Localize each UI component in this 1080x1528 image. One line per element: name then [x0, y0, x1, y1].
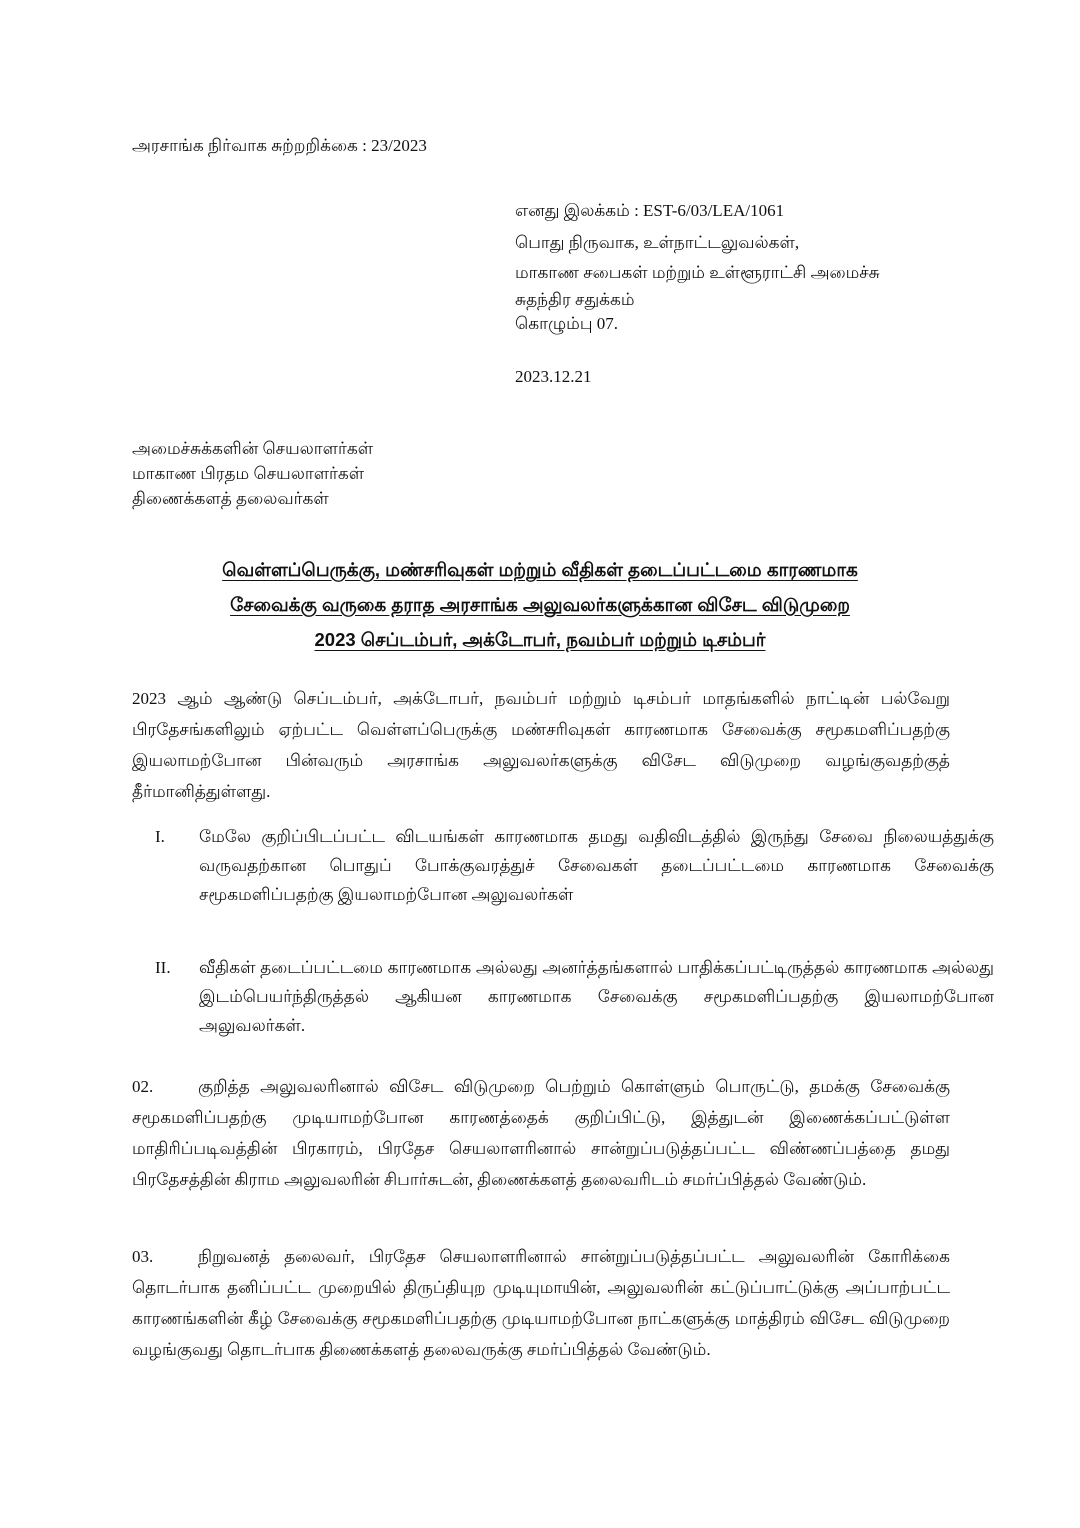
numbered-paragraph [132, 1071, 950, 1195]
list-item-number: II. [155, 958, 171, 977]
document-date: 2023.12.21 [515, 367, 592, 386]
list-item-text: வீதிகள் தடைப்பட்டமை காரணமாக அல்லது அனர்த்தங்களால் பாதிக்கப்பட்டிருத்தல் காரணமாக அல்லது இடம்பெயர்ந்திருத்தல் ஆகியன காரணமாக சேவைக்கு சமூகமளிப்பதற்கு இயலாமற்போன அலுவலர்கள். [199, 958, 994, 1035]
recipient-line: திணைக்களத் தலைவர்கள் [132, 489, 329, 508]
intro-paragraph: 2023 ஆம் ஆண்டு செப்டம்பர், அக்டோபர், நவம்பர் மற்றும் டிசம்பர் மாதங்களில் நாட்டின் பல்வேறு பிரதேசங்களிலும் ஏற்பட்ட வெள்ளப்பெருக்கு மண்சரிவுகள் காரணமாக சேவைக்கு சமூகமளிப்பதற்கு இயலாமற்போன பின்வரும் அரசாங்க அலுவலர்களுக்கு விசேட விடுமுறை வழங்குவதற்குத் தீர்மானித்துள்ளது. [132, 689, 951, 801]
sender-address-line: பொது நிருவாக, உள்நாட்டலுவல்கள், [515, 233, 800, 252]
paragraph-number: 02. [132, 1077, 154, 1096]
circular-number: அரசாங்க நிர்வாக சுற்றறிக்கை : 23/2023 [132, 136, 427, 155]
recipient-line: மாகாண பிரதம செயலாளர்கள் [132, 464, 365, 483]
sender-address-line: சுதந்திர சதுக்கம் [515, 290, 635, 309]
list-item [155, 822, 994, 909]
list-item-text: மேலே குறிப்பிடப்பட்ட விடயங்கள் காரணமாக தமது வதிவிடத்தில் இருந்து சேவை நிலையத்துக்கு வருவதற்கான பொதுப் போக்குவரத்துச் சேவைகள் தடைப்பட்டமை காரணமாக சேவைக்கு சமூகமளிப்பதற்கு இயலாமற்போன அலுவலர்கள் [199, 827, 994, 904]
title-line: சேவைக்கு வருகை தராத அரசாங்க அலுவலர்களுக்கான விசேட விடுமுறை [230, 594, 850, 615]
list-item [155, 953, 994, 1040]
title-line: 2023 செப்டம்பர், அக்டோபர், நவம்பர் மற்றும் டிசம்பர் [314, 629, 766, 650]
sender-address-line: மாகாண சபைகள் மற்றும் உள்ளூராட்சி அமைச்சு [515, 263, 880, 282]
eligibility-list [155, 0, 994, 1100]
title-line: வெள்ளப்பெருக்கு, மண்சரிவுகள் மற்றும் வீதிகள் தடைப்பட்டமை காரணமாக [222, 559, 858, 580]
paragraph-number: 03. [132, 1247, 154, 1266]
recipient-line: அமைச்சுக்களின் செயலாளர்கள் [132, 439, 374, 458]
paragraph-text: நிறுவனத் தலைவர், பிரதேச செயலாளரினால் சான்றுப்படுத்தப்பட்ட அலுவலரின் கோரிக்கை தொடர்பாக தனிப்பட்ட முறையில் திருப்தியுற முடியுமாயின், அலுவலரின் கட்டுப்பாட்டுக்கு அப்பாற்பட்ட காரணங்களின் கீழ் சேவைக்கு சமூகமளிப்பதற்கு முடியாமற்போன நாட்களுக்கு மாத்திரம் விசேட விடுமுறை வழங்குவது தொடர்பாக திணைக்களத் தலைவருக்கு சமர்ப்பித்தல் வேண்டும். [132, 1247, 950, 1359]
sender-address-line: கொழும்பு 07. [515, 314, 618, 333]
list-item-number: I. [155, 827, 165, 846]
reference-number: எனது இலக்கம் : EST-6/03/LEA/1061 [515, 201, 785, 220]
paragraph-text: குறித்த அலுவலரினால் விசேட விடுமுறை பெற்றும் கொள்ளும் பொருட்டு, தமக்கு சேவைக்கு சமூகமளிப்பதற்கு முடியாமற்போன காரணத்தைக் குறிப்பிட்டு, இத்துடன் இணைக்கப்பட்டுள்ள மாதிரிப்படிவத்தின் பிரகாரம், பிரதேச செயலாளரினால் சான்றுப்படுத்தப்பட்ட விண்ணப்பத்தை தமது பிரதேசத்தின் கிராம அலுவலரின் சிபார்சுடன், திணைக்களத் தலைவரிடம் சமர்ப்பித்தல் வேண்டும். [132, 1077, 950, 1189]
numbered-paragraph [132, 1241, 950, 1365]
